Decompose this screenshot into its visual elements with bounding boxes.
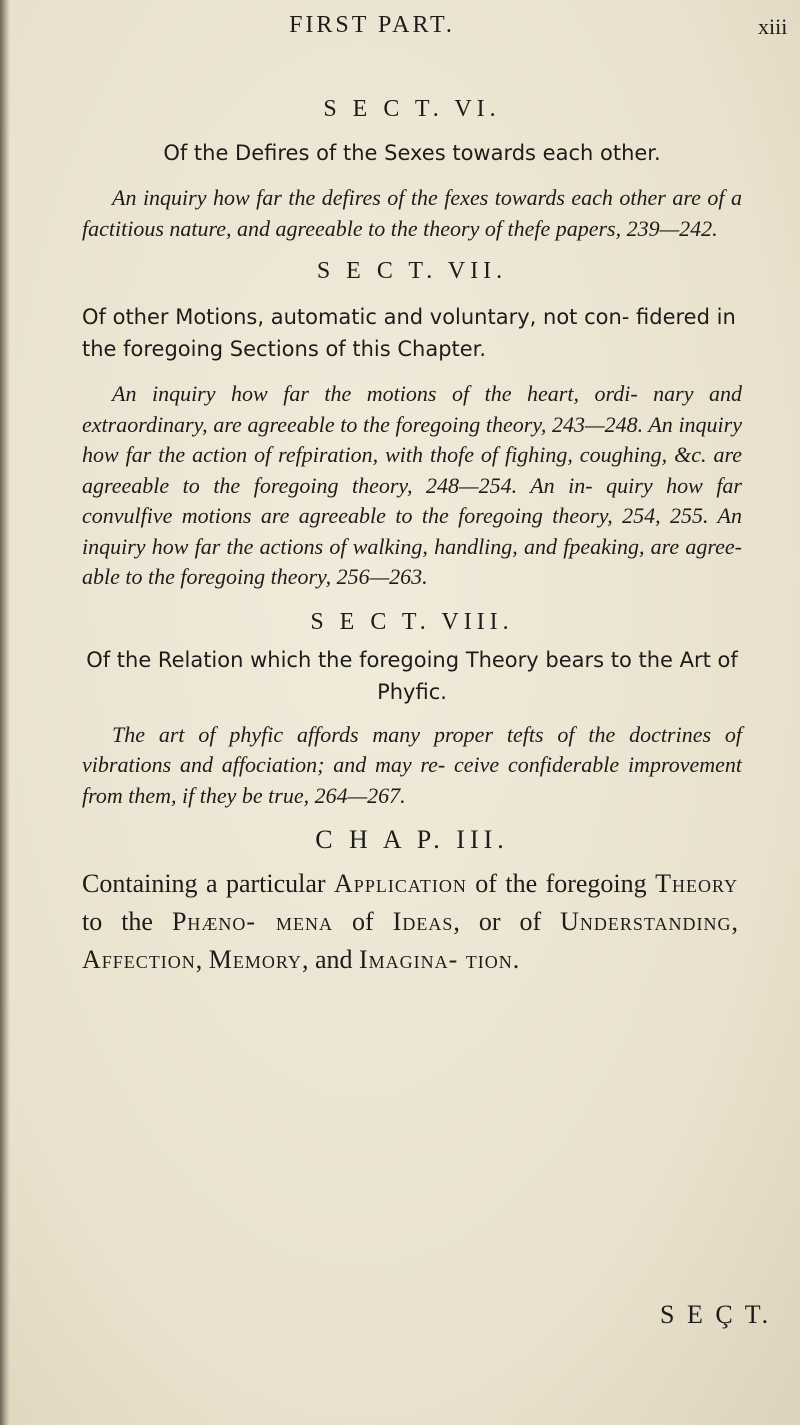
catchword: S E Ç T. [660, 1300, 772, 1329]
chapter-title: C H A P. III. [315, 825, 509, 854]
contents-term-memory: Memory [208, 945, 302, 974]
chapter-contents [82, 865, 742, 979]
section-summary: The art of phyfic affords many proper tefts of the doctrines of vibrations and affociation; and may re- ceive confiderable improvement from them, if they be true, 264—267. [82, 721, 742, 808]
contents-text: of the foregoing [466, 869, 656, 898]
section-summary: An inquiry how far the defires of the fexes towards each other are of a factitious nature, and agreeable to the theory of thefe papers, 239—242. [82, 185, 742, 241]
section-number: S E C T. VIII. [310, 608, 514, 635]
contents-text: , or of [453, 907, 561, 936]
page-content [82, 96, 742, 979]
section-heading: Of the Relation which the foregoing Theory bears to the Art of Phyfic. [86, 647, 738, 704]
page-edge-shadow [0, 0, 10, 1425]
section-7 [82, 258, 742, 593]
section-heading: Of other Motions, automatic and voluntary, not con- fidered in the foregoing Sections of this Chapter. [82, 305, 736, 361]
contents-text: , [731, 907, 738, 936]
page-number: xiii [758, 14, 788, 39]
section-6 [82, 96, 742, 244]
section-summary: An inquiry how far the motions of the heart, ordi- nary and extraordinary, are agreeable to the foregoing theory, 243—248. An inquiry how far the action of refpiration, with thofe of fighing, coughing, &c. are agreeable to the foregoing theory, 248—254. An in- quiry how far convulfive motions are agreeable to the foregoing theory, 254, 255. An inquiry how far the actions of walking, handling, and fpeaking, are agree- able to the foregoing theory, 256—263. [82, 381, 742, 589]
contents-term-phaenomena: Phæno- mena [171, 907, 334, 936]
contents-text: , [195, 945, 209, 974]
contents-term-application: Application [334, 869, 467, 898]
contents-text: to the [82, 907, 172, 936]
section-number: S E C T. VI. [323, 96, 501, 122]
running-head: FIRST PART. [289, 12, 455, 38]
contents-term-imagination: Imagina- tion [358, 945, 513, 974]
contents-text: , and [301, 945, 359, 974]
contents-text: of [333, 907, 393, 936]
contents-term-theory: Theory [655, 869, 738, 898]
page-header [0, 12, 800, 52]
contents-text: Containing a particular [82, 869, 335, 898]
section-number: S E C T. VII. [316, 258, 508, 284]
contents-term-affection: Affection [82, 945, 196, 974]
contents-term-understanding: Understanding [560, 907, 732, 936]
section-heading: Of the Defires of the Sexes towards each other. [163, 141, 661, 165]
section-8 [82, 609, 742, 812]
chapter-3 [82, 825, 742, 979]
contents-term-ideas: Ideas [392, 907, 454, 936]
contents-text: . [512, 945, 520, 974]
